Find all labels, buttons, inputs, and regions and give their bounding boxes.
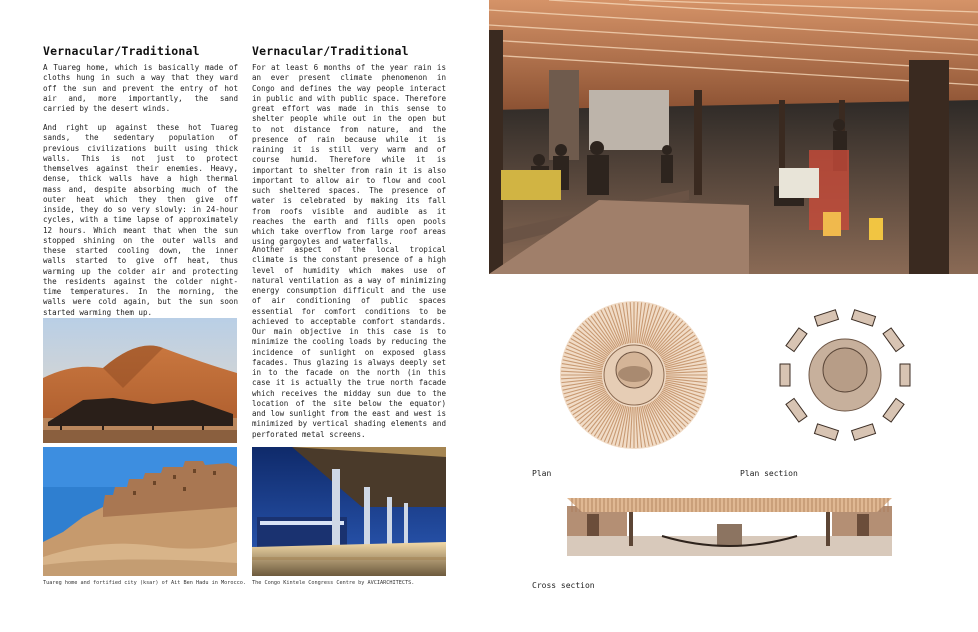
- cross-section-drawing: [567, 496, 892, 556]
- column2-paragraph-1: For at least 6 months of the year rain is an ever present climate phenomenon in Congo and defines the way people interact in public and with public space. Therefore great effort was made in this sense to shelter people while out in the open but to not distance from nature, and the presence of rain because while it is raining it is still very warm and of course humid. Therefore while it is important to shelter from rain it is also important to allow air to flow and cool such sheltered spaces. The presence of water is celebrated by making its fall from roofs visible and audible as it reaches the earth and fills open pools which take overflow from large roof areas using gargoyles and waterfalls.: [252, 63, 446, 247]
- congress-centre-photo: [252, 447, 446, 576]
- column1-paragraph-1: A Tuareg home, which is basically made of cloths hung in such a way that they ward off the sun and prevent the entry of hot air and, more importantly, the sand carried by the desert winds.: [43, 63, 238, 113]
- column1-caption: Tuareg home and fortified city (ksar) of Ait Ben Hadu in Morocco.: [43, 580, 247, 586]
- plan-label: Plan: [532, 469, 552, 478]
- column2-paragraph-2: Another aspect of the local tropical climate is the constant presence of a high level of humidity which makes use of natural ventilation as a way of minimizing energy consumption difficult and the use of air conditioning of public spaces essential for comfort conditions to be achieved to acceptable comfort standards. Our main objective in this case is to minimize the cooling loads by reducing the incidence of sunlight on exposed glass facades. Thus glazing is always deeply set in to the facade on the north (in this case it is actually the true north facade which receives the midday sun due to the location of the site below the equator) and low sunlight from the east and west is minimized by vertical shading elements and perforated metal screens.: [252, 245, 446, 439]
- plan-section-label: Plan section: [740, 469, 798, 478]
- plan-drawing: [557, 298, 711, 452]
- cross-section-label: Cross section: [532, 581, 595, 590]
- column1-heading: Vernacular/Traditional: [43, 44, 200, 58]
- tuareg-tent-photo: [43, 318, 237, 443]
- ait-ben-hadu-photo: [43, 447, 237, 576]
- column1-paragraph-2: And right up against these hot Tuareg sands, the sedentary population of previous civilizations built using thick walls. This is not just to protect themselves against their enemies. Heavy, dense, thick walls have a high thermal mass and, despite absorbing much of the outer heat which they then give off inside, they do so very slowly: in 24-hour cycles, with a time lapse of approximately 12 hours. Which meant that when the sun stopped shining on the outer walls and these started cooling down, the inner walls started to give off heat, thus warming up the colder air and protecting the residents against the colder night-time temperatures. In the morning, the walls were cold again, but the sun soon started warming them up.: [43, 123, 238, 317]
- pavilion-render: [489, 0, 978, 274]
- column2-heading: Vernacular/Traditional: [252, 44, 409, 58]
- plan-section-drawing: [768, 298, 922, 452]
- column2-caption: The Congo Kintele Congress Centre by AVCIARCHITECTS.: [252, 580, 415, 586]
